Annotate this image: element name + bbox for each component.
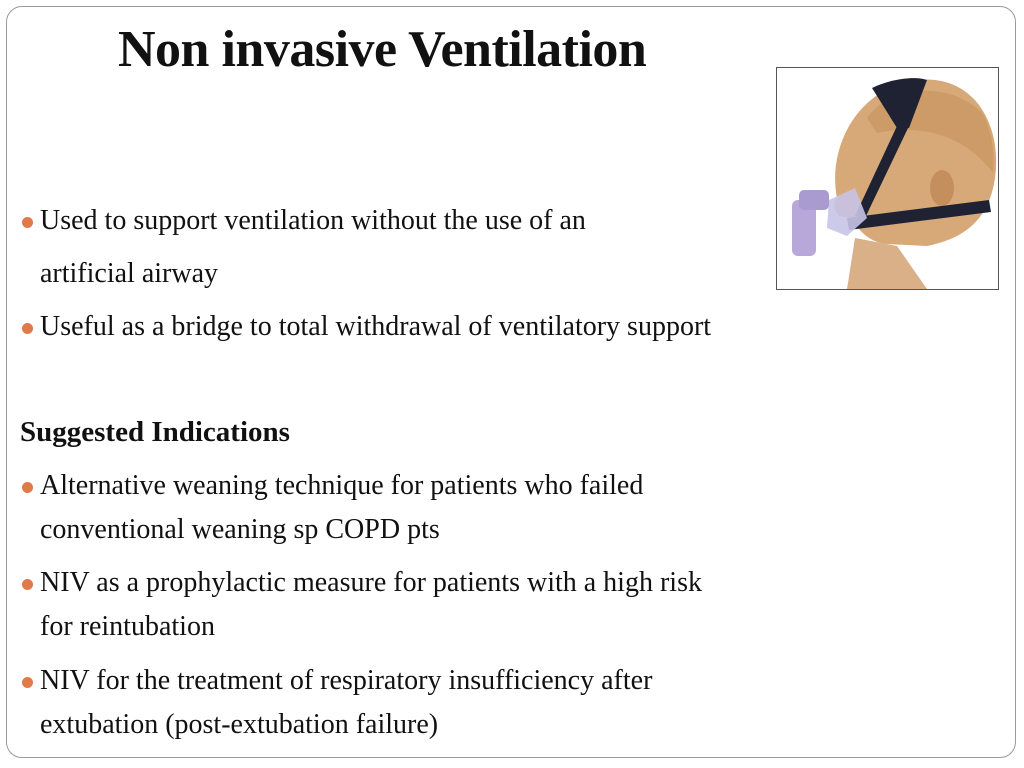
bullet-text: Useful as a bridge to total withdrawal of ventilatory support [40, 311, 712, 342]
bullet-text-continued: extubation (post-extubation failure) [40, 709, 439, 740]
bullet-text-continued: conventional weaning sp COPD pts [40, 514, 440, 545]
bullet-dot-icon [22, 217, 33, 228]
bullet-dot-icon [22, 579, 33, 590]
bullet-dot-icon [22, 482, 33, 493]
bullet-text: Used to support ventilation without the use of an [40, 205, 586, 236]
bullet-dot-icon [22, 323, 33, 334]
bullet-text: Alternative weaning technique for patients who failed [40, 470, 644, 501]
bullet-text-continued: for reintubation [40, 611, 215, 642]
bullet-dot-icon [22, 677, 33, 688]
indications-heading: Suggested Indications [20, 416, 290, 448]
nasal-mask-image [776, 67, 999, 290]
mannequin-illustration [777, 68, 998, 289]
bullet-text-continued: artificial airway [40, 258, 219, 289]
bullet-text: NIV for the treatment of respiratory insufficiency after [40, 665, 653, 696]
slide-title: Non invasive Ventilation [118, 21, 647, 78]
bullet-text: NIV as a prophylactic measure for patients with a high risk [40, 567, 702, 598]
